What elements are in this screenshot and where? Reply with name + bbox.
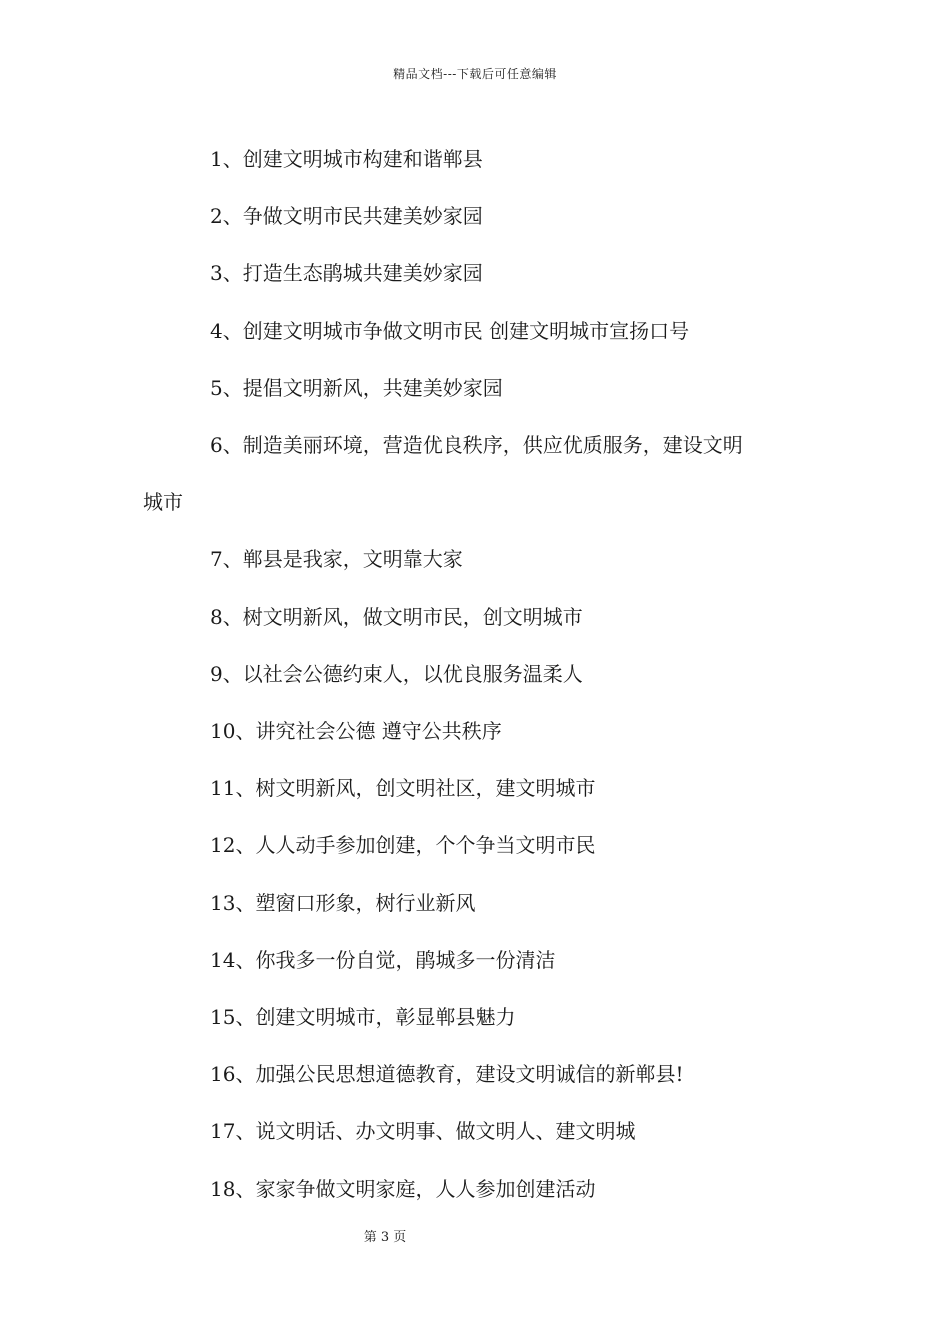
list-item: 15、创建文明城市，彰显郸县魅力 <box>210 1005 516 1030</box>
page-number: 第 3 页 <box>363 1230 407 1245</box>
list-item: 3、打造生态鹃城共建美妙家园 <box>210 261 483 286</box>
list-item: 2、争做文明市民共建美妙家园 <box>210 204 483 229</box>
list-item-line1: 6、制造美丽环境，营造优良秩序，供应优质服务，建设文明 <box>210 433 743 458</box>
list-item: 17、说文明话、办文明事、做文明人、建文明城 <box>210 1119 636 1144</box>
list-item: 10、讲究社会公德 遵守公共秩序 <box>210 719 502 744</box>
list-item: 4、创建文明城市争做文明市民 创建文明城市宣扬口号 <box>210 318 690 343</box>
list-item: 1、创建文明城市构建和谐郸县 <box>210 147 483 171</box>
list-item: 16、加强公民思想道德教育，建设文明诚信的新郸县! <box>210 1062 684 1087</box>
list-item: 7、郸县是我家，文明靠大家 <box>210 547 463 572</box>
list-item: 11、树文明新风，创文明社区，建文明城市 <box>210 776 596 801</box>
list-item: 13、塑窗口形象，树行业新风 <box>210 890 476 915</box>
list-item: 5、提倡文明新风，共建美妙家园 <box>210 375 503 400</box>
list-item: 8、树文明新风，做文明市民，创文明城市 <box>210 604 583 629</box>
list-item: 12、人人动手参加创建，个个争当文明市民 <box>210 833 596 858</box>
document-body <box>0 131 950 1218</box>
list-item: 14、你我多一份自觉，鹃城多一份清洁 <box>210 947 556 972</box>
list-item-line2: 城市 <box>143 490 183 515</box>
list-item: 9、以社会公德约束人，以优良服务温柔人 <box>210 661 583 686</box>
list-item: 18、家家争做文明家庭，人人参加创建活动 <box>210 1176 596 1201</box>
list-item-wrapped <box>0 417 950 531</box>
page-header: 精品文档---下载后可任意编辑 <box>393 67 557 81</box>
